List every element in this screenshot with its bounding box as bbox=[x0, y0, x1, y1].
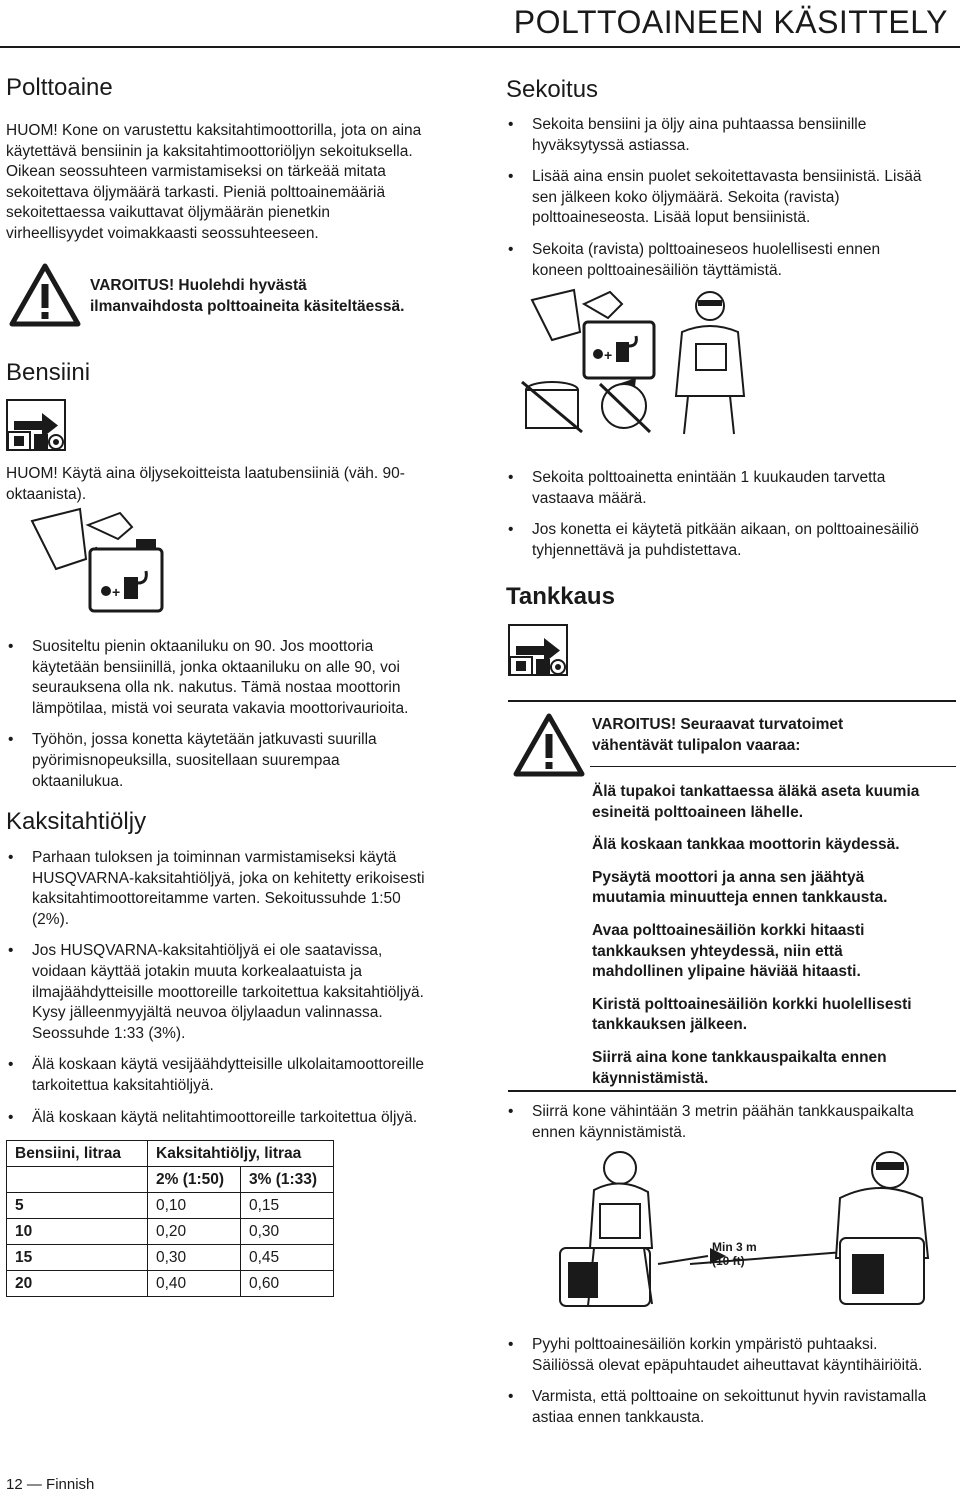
text-line: HUOM! Kone on varustettu kaksitahtimoottorilla, jota on aina bbox=[6, 122, 422, 139]
table-header-cell: Bensiini, litraa bbox=[7, 1141, 148, 1167]
text-line: mahdollinen ylipaine häviää hitaasti. bbox=[592, 963, 861, 981]
table-cell: 5 bbox=[7, 1193, 148, 1219]
table-cell: 0,45 bbox=[241, 1245, 334, 1271]
table-subheader-row bbox=[7, 1167, 334, 1193]
text-line: ilmajäähdytteisille moottoreille tarkoitettua kaksitahtiöljyä. bbox=[32, 983, 424, 1001]
text-line: pyörimisnopeuksilla, suositellaan suurempaa bbox=[32, 751, 340, 769]
text-line: • Pyyhi polttoainesäiliön korkin ympäristö puhtaaksi. bbox=[532, 1336, 878, 1353]
warning-ventilation bbox=[90, 276, 470, 317]
text-line: koneen polttoainesäiliön täyttämistä. bbox=[532, 261, 782, 279]
fuel-canister-icon bbox=[28, 505, 168, 615]
list-item bbox=[592, 1048, 956, 1089]
text-line: virheellisyydet voimakkaasti seossuhteeseen. bbox=[6, 224, 319, 242]
bensiini-bullets bbox=[6, 637, 466, 792]
table-cell: 0,30 bbox=[148, 1245, 241, 1271]
warning-triangle-icon bbox=[8, 262, 82, 328]
divider bbox=[508, 700, 956, 702]
table-header-cell: 3% (1:33) bbox=[241, 1167, 334, 1193]
text-line: lämpötilaa, mistä voi seurata vakavia moottorivaurioita. bbox=[32, 699, 409, 717]
text-line: muutamia minuutteja ennen tankkausta. bbox=[592, 889, 888, 907]
text-line: tankkauksen yhteydessä, niin että bbox=[592, 942, 843, 960]
list-item bbox=[506, 115, 956, 156]
text-line: • Sekoita bensiini ja öljy aina puhtaassa bensiinille bbox=[532, 116, 867, 133]
text-line: Säiliössä olevat epäpuhtaudet aiheuttavat käyntihäiriöitä. bbox=[532, 1356, 923, 1374]
warning-line: ilmanvaihdosta polttoaineita käsiteltäessä. bbox=[90, 297, 405, 315]
warning-line: VAROITUS! Huolehdi hyvästä bbox=[90, 277, 307, 294]
text-line: seurauksena olla nk. nakutus. Tämä nostaa moottorin bbox=[32, 679, 401, 697]
list-item bbox=[506, 520, 956, 561]
text-line: astiaa ennen tankkausta. bbox=[532, 1408, 705, 1426]
polttoaine-text bbox=[6, 121, 466, 245]
list-item bbox=[592, 868, 956, 909]
table-cell: 0,20 bbox=[148, 1219, 241, 1245]
text-line: • Varmista, että polttoaine on sekoittunut hyvin ravistamalla bbox=[532, 1388, 927, 1406]
text-line: • Suositeltu pienin oktaaniluku on 90. Jos moottoria bbox=[32, 638, 374, 655]
table-cell: 0,30 bbox=[241, 1219, 334, 1245]
text-line: käynnistämistä. bbox=[592, 1069, 709, 1087]
list-item bbox=[506, 167, 956, 229]
table-cell: 0,15 bbox=[241, 1193, 334, 1219]
text-line: hyväksytyssä astiassa. bbox=[532, 136, 690, 154]
text-line: • Työhön, jossa konetta käytetään jatkuvasti suurilla bbox=[32, 731, 377, 749]
kaksitahtioljy-bullets bbox=[6, 848, 476, 1128]
list-item bbox=[6, 848, 476, 930]
heading-bensiini: Bensiini bbox=[6, 359, 91, 386]
text-line: Oikean seossuhteen varmistamiseksi on tärkeää mitata bbox=[6, 163, 386, 181]
final-bullets bbox=[506, 1335, 958, 1428]
table-cell: 20 bbox=[7, 1271, 148, 1297]
text-line: HUOM! Käytä aina öljysekoitteista laatubensiiniä (väh. 90- bbox=[6, 465, 405, 482]
fuel-symbol-icon bbox=[6, 428, 66, 454]
text-line: ennen käynnistämistä. bbox=[532, 1123, 687, 1141]
svg-text:+: + bbox=[604, 347, 613, 363]
list-item bbox=[506, 1387, 958, 1428]
warning-line: vähentävät tulipalon vaaraa: bbox=[592, 736, 801, 754]
text-line: Pysäytä moottori ja anna sen jäähtyä bbox=[592, 868, 865, 886]
distance-line: (10 ft) bbox=[712, 1254, 745, 1268]
list-item bbox=[6, 1108, 476, 1129]
list-item bbox=[6, 730, 466, 792]
refuel-precautions bbox=[592, 782, 956, 1089]
list-item bbox=[592, 782, 956, 823]
bensiini-note bbox=[6, 464, 466, 505]
table-header-cell: 2% (1:50) bbox=[148, 1167, 241, 1193]
text-line: kaksitahtimoottoreitamme varten. Sekoitussuhde 1:50 bbox=[32, 890, 401, 908]
text-line: Kysy jälleenmyyjältä neuvoa öljylaadun valinnassa. bbox=[32, 1004, 383, 1022]
text-line: tankkauksen jälkeen. bbox=[592, 1016, 748, 1034]
text-line: Älä koskaan tankkaa moottorin käydessä. bbox=[592, 836, 900, 854]
mix-ratio-table bbox=[6, 1140, 334, 1297]
backpack-blower-illustration bbox=[540, 1138, 940, 1318]
distance-label bbox=[712, 1240, 757, 1268]
text-line: • Sekoita polttoainetta enintään 1 kuukauden tarvetta bbox=[532, 469, 886, 486]
list-item bbox=[506, 240, 956, 281]
list-item bbox=[506, 1335, 958, 1376]
text-line: tarkoitettua kaksitahtiöljyä. bbox=[32, 1076, 214, 1094]
title-divider bbox=[0, 46, 960, 48]
list-item bbox=[506, 468, 956, 509]
warning-triangle-icon bbox=[512, 712, 586, 778]
text-line: sekoitettava öljymäärä tarkasti. Pieniä polttoainemääriä bbox=[6, 183, 386, 201]
text-line: • Siirrä kone vähintään 3 metrin päähän tankkauspaikalta bbox=[532, 1103, 914, 1120]
text-line: • Sekoita (ravista) polttoaineseos huolellisesti ennen bbox=[532, 240, 881, 258]
text-line: sekoitettaessa vaikuttavat öljymäärän pienetkin bbox=[6, 204, 330, 222]
warning-line: VAROITUS! Seuraavat turvatoimet bbox=[592, 716, 844, 733]
table-cell: 15 bbox=[7, 1245, 148, 1271]
table-cell: 10 bbox=[7, 1219, 148, 1245]
text-line: • Lisää aina ensin puolet sekoitettavasta bensiinistä. Lisää bbox=[532, 168, 922, 186]
list-item bbox=[506, 1102, 956, 1143]
text-line: polttoaineseosta. Lisää loput bensiinistä. bbox=[532, 209, 811, 227]
text-line: esineitä polttoaineen lähelle. bbox=[592, 803, 804, 821]
text-line: • Älä koskaan käytä nelitahtimoottoreille tarkoitettua öljyä. bbox=[32, 1108, 418, 1126]
sekoitus-bullets-2 bbox=[506, 468, 956, 561]
table-cell: 0,10 bbox=[148, 1193, 241, 1219]
sekoitus-bullets bbox=[506, 115, 956, 281]
text-line: Siirrä aina kone tankkauspaikalta ennen bbox=[592, 1048, 887, 1066]
move-machine-note bbox=[506, 1102, 956, 1143]
footer-language: Finnish bbox=[46, 1476, 95, 1493]
divider bbox=[508, 1090, 956, 1092]
list-item bbox=[6, 637, 466, 719]
distance-line: Min 3 m bbox=[712, 1240, 757, 1254]
text-line: • Jos HUSQVARNA-kaksitahtiöljyä ei ole saatavissa, bbox=[32, 942, 383, 960]
text-line: käytettävä bensiinin ja kaksitahtimoottoriöljyn sekoituksella. bbox=[6, 142, 413, 160]
table-header-cell: Kaksitahtiöljy, litraa bbox=[148, 1141, 334, 1167]
page-number: 12 bbox=[6, 1476, 23, 1493]
text-line: Kiristä polttoainesäiliön korkki huolellisesti bbox=[592, 995, 912, 1013]
table-row bbox=[7, 1193, 334, 1219]
text-line: (2%). bbox=[32, 910, 70, 928]
list-item bbox=[6, 1055, 476, 1096]
table-cell: 0,60 bbox=[241, 1271, 334, 1297]
list-item bbox=[6, 941, 476, 1044]
text-line: HUSQVARNA-kaksitahtiöljyä, joka on kehitetty erikoisesti bbox=[32, 869, 425, 887]
table-row bbox=[7, 1245, 334, 1271]
footer-dash: — bbox=[26, 1476, 42, 1493]
table-row bbox=[7, 1271, 334, 1297]
table-cell bbox=[7, 1167, 148, 1193]
text-line: Älä tupakoi tankattaessa äläkä aseta kuumia bbox=[592, 783, 920, 800]
text-line: • Älä koskaan käytä vesijäähdytteisille ulkolaitamoottoreille bbox=[32, 1056, 425, 1074]
divider bbox=[590, 766, 956, 767]
heading-kaksitahtioljy: Kaksitahtiöljy bbox=[6, 808, 147, 835]
page-title: POLTTOAINEEN KÄSITTELY bbox=[513, 4, 948, 40]
text-line: oktaanista). bbox=[6, 485, 87, 503]
text-line: Seossuhde 1:33 (3%). bbox=[32, 1024, 186, 1042]
text-line: vastaava määrä. bbox=[532, 489, 647, 507]
heading-sekoitus: Sekoitus bbox=[506, 76, 599, 103]
table-cell: 0,40 bbox=[148, 1271, 241, 1297]
text-line: sen jälkeen koko öljymäärä. Sekoita (ravista) bbox=[532, 188, 840, 206]
mixing-person-illustration bbox=[662, 286, 762, 436]
text-line: oktaanilukua. bbox=[32, 772, 124, 790]
list-item bbox=[592, 921, 956, 983]
text-line: • Parhaan tuloksen ja toiminnan varmistamiseksi käytä bbox=[32, 849, 397, 866]
text-line: tyhjennettävä ja puhdistettava. bbox=[532, 541, 742, 559]
svg-text:+: + bbox=[112, 584, 121, 600]
list-item bbox=[592, 995, 956, 1036]
table-header-row bbox=[7, 1141, 334, 1167]
table-row bbox=[7, 1219, 334, 1245]
page-footer bbox=[6, 1476, 94, 1493]
text-line: voidaan käyttää jotakin muuta korkealaatuista ja bbox=[32, 962, 363, 980]
text-line: • Jos konetta ei käytetä pitkään aikaan, on polttoainesäiliö bbox=[532, 521, 919, 539]
heading-polttoaine: Polttoaine bbox=[6, 74, 113, 101]
warning-refuel bbox=[592, 715, 952, 756]
heading-tankkaus: Tankkaus bbox=[506, 583, 615, 610]
text-line: Avaa polttoainesäiliön korkki hitaasti bbox=[592, 921, 865, 939]
fuel-symbol-icon bbox=[508, 653, 568, 679]
list-item bbox=[592, 835, 956, 856]
text-line: käytetään bensiinillä, jonka oktaaniluku on alle 90, voi bbox=[32, 658, 400, 676]
